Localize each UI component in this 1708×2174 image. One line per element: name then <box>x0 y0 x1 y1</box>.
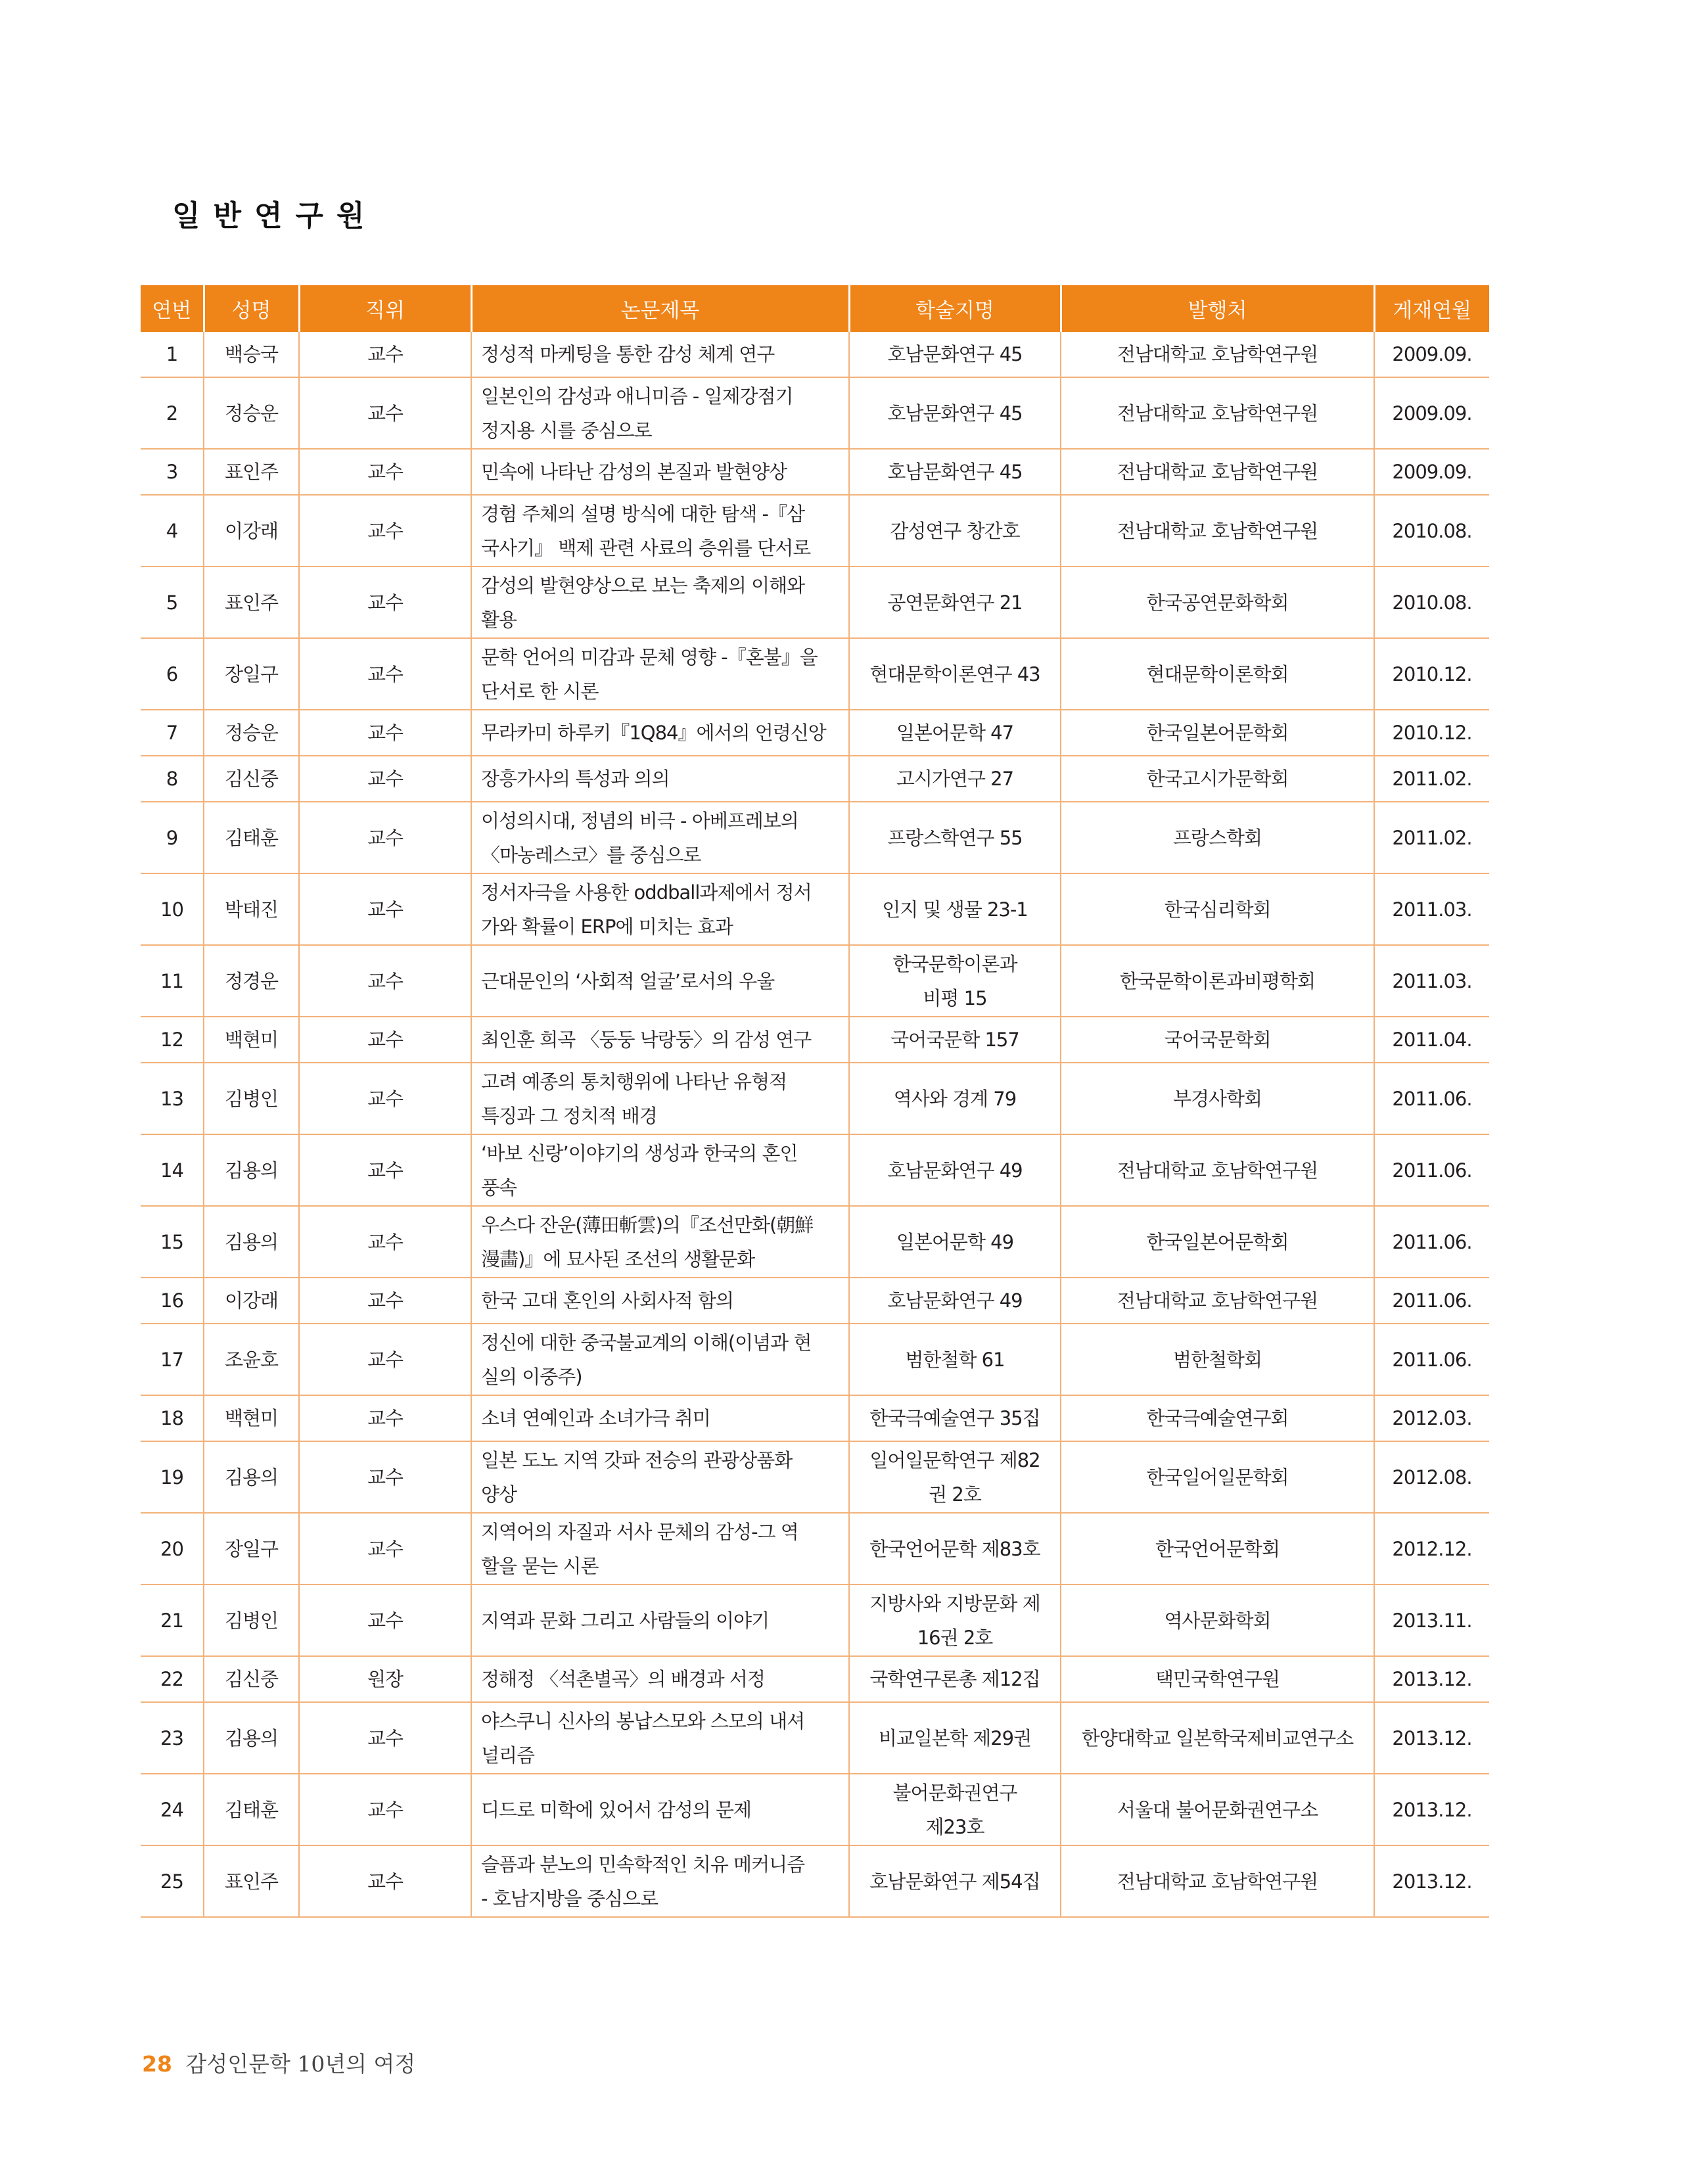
book-title: 감성인문학 10년의 여정 <box>185 2051 416 2077</box>
table-row <box>141 1774 1489 1845</box>
cell-name: 김용의 <box>204 1134 299 1206</box>
cell-publisher: 현대문학이론학회 <box>1061 638 1374 710</box>
cell-date: 2010.08. <box>1374 495 1489 567</box>
cell-journal <box>849 638 1061 710</box>
cell-title-line: 풍속 <box>481 1176 517 1199</box>
cell-journal-line: 비평 15 <box>923 986 987 1009</box>
cell-no: 9 <box>141 802 204 873</box>
cell-journal <box>849 710 1061 756</box>
cell-journal-line: 호남문화연구 49 <box>887 1159 1023 1182</box>
cell-publisher: 한국고시가문학회 <box>1061 756 1374 802</box>
cell-title-line: 활용 <box>481 608 517 631</box>
cell-publisher: 한국공연문화학회 <box>1061 567 1374 638</box>
cell-date: 2013.12. <box>1374 1774 1489 1845</box>
table-row <box>141 1441 1489 1513</box>
cell-date: 2009.09. <box>1374 449 1489 495</box>
cell-name: 정승운 <box>204 710 299 756</box>
cell-journal <box>849 1395 1061 1441</box>
cell-journal <box>849 377 1061 449</box>
cell-name: 이강래 <box>204 495 299 567</box>
cell-date: 2011.06. <box>1374 1063 1489 1134</box>
cell-publisher: 전남대학교 호남학연구원 <box>1061 495 1374 567</box>
cell-position: 교수 <box>299 710 471 756</box>
cell-date: 2013.12. <box>1374 1845 1489 1917</box>
cell-journal-line: 국어국문학 157 <box>890 1029 1019 1051</box>
cell-publisher: 전남대학교 호남학연구원 <box>1061 377 1374 449</box>
table-body <box>141 332 1489 1917</box>
cell-journal <box>849 873 1061 945</box>
cell-publisher: 국어국문학회 <box>1061 1017 1374 1063</box>
cell-date: 2011.06. <box>1374 1278 1489 1324</box>
cell-journal-line: 일본어문학 49 <box>896 1230 1014 1253</box>
cell-title-line: 정해정 〈석촌별곡〉의 배경과 서정 <box>481 1668 765 1690</box>
cell-title-line: 가와 확률이 ERP에 미치는 효과 <box>481 915 733 938</box>
cell-journal-line: 16권 2호 <box>917 1626 993 1649</box>
cell-position: 교수 <box>299 945 471 1017</box>
cell-journal-line: 한국문학이론과 <box>892 952 1017 975</box>
cell-journal <box>849 1702 1061 1774</box>
cell-date: 2009.09. <box>1374 332 1489 377</box>
cell-date: 2013.11. <box>1374 1584 1489 1656</box>
cell-publisher: 범한철학회 <box>1061 1324 1374 1395</box>
header-date: 게재연월 <box>1374 285 1489 332</box>
table-row <box>141 756 1489 802</box>
cell-journal-line: 불어문화권연구 <box>892 1781 1017 1804</box>
cell-publisher: 한국극예술연구회 <box>1061 1395 1374 1441</box>
cell-date: 2011.06. <box>1374 1206 1489 1278</box>
table-row <box>141 449 1489 495</box>
table-row <box>141 638 1489 710</box>
cell-no: 21 <box>141 1584 204 1656</box>
cell-publisher: 한국심리학회 <box>1061 873 1374 945</box>
cell-date: 2011.06. <box>1374 1324 1489 1395</box>
cell-title <box>471 1702 849 1774</box>
cell-date: 2012.03. <box>1374 1395 1489 1441</box>
cell-title-line: 〈마농레스코〉를 중심으로 <box>481 843 701 866</box>
cell-date: 2013.12. <box>1374 1702 1489 1774</box>
cell-journal-line: 역사와 경계 79 <box>893 1087 1017 1110</box>
cell-no: 10 <box>141 873 204 945</box>
cell-no: 22 <box>141 1656 204 1702</box>
cell-title <box>471 1206 849 1278</box>
cell-title-line: 정신에 대한 중국불교계의 이해(이념과 현 <box>481 1331 812 1354</box>
cell-title <box>471 1134 849 1206</box>
cell-publisher: 전남대학교 호남학연구원 <box>1061 1278 1374 1324</box>
cell-title <box>471 449 849 495</box>
cell-journal-line: 현대문학이론연구 43 <box>869 662 1040 685</box>
cell-journal-line: 공연문화연구 21 <box>887 591 1023 614</box>
cell-name: 장일구 <box>204 638 299 710</box>
cell-journal-line: 국학연구론총 제12집 <box>869 1668 1040 1690</box>
cell-position: 교수 <box>299 1134 471 1206</box>
cell-journal-line: 제23호 <box>925 1815 984 1838</box>
cell-publisher: 한국일어일문학회 <box>1061 1441 1374 1513</box>
cell-publisher: 전남대학교 호남학연구원 <box>1061 1845 1374 1917</box>
cell-title-line: 소녀 연예인과 소녀가극 취미 <box>481 1407 710 1429</box>
cell-publisher: 택민국학연구원 <box>1061 1656 1374 1702</box>
cell-publisher: 한국문학이론과비평학회 <box>1061 945 1374 1017</box>
cell-publisher: 한국일본어문학회 <box>1061 1206 1374 1278</box>
cell-no: 23 <box>141 1702 204 1774</box>
cell-position: 교수 <box>299 756 471 802</box>
cell-name: 이강래 <box>204 1278 299 1324</box>
cell-journal-line: 범한철학 61 <box>905 1348 1005 1371</box>
cell-journal-line: 고시가연구 27 <box>896 768 1014 790</box>
cell-title-line: 우스다 잔운(薄田斬雲)의『조선만화(朝鮮 <box>481 1213 814 1236</box>
cell-title-line: 양상 <box>481 1483 517 1506</box>
cell-no: 3 <box>141 449 204 495</box>
cell-title-line: 국사기』 백제 관련 사료의 층위를 단서로 <box>481 536 811 559</box>
cell-publisher: 부경사학회 <box>1061 1063 1374 1134</box>
cell-position: 교수 <box>299 1017 471 1063</box>
cell-publisher: 역사문화학회 <box>1061 1584 1374 1656</box>
table-row <box>141 1206 1489 1278</box>
cell-title <box>471 1656 849 1702</box>
cell-publisher: 한양대학교 일본학국제비교연구소 <box>1061 1702 1374 1774</box>
table-row <box>141 802 1489 873</box>
cell-journal-line: 비교일본학 제29권 <box>878 1726 1032 1749</box>
cell-publisher: 전남대학교 호남학연구원 <box>1061 1134 1374 1206</box>
cell-no: 12 <box>141 1017 204 1063</box>
table-row <box>141 1845 1489 1917</box>
cell-title-line: 야스쿠니 신사의 봉납스모와 스모의 내셔 <box>481 1709 805 1732</box>
cell-journal-line: 프랑스학연구 55 <box>887 826 1023 849</box>
header-journal: 학술지명 <box>849 285 1061 332</box>
cell-name: 표인주 <box>204 1845 299 1917</box>
cell-title-line: 이성의시대, 정념의 비극 - 아베프레보의 <box>481 809 798 832</box>
cell-no: 13 <box>141 1063 204 1134</box>
cell-publisher: 프랑스학회 <box>1061 802 1374 873</box>
cell-name: 김신중 <box>204 756 299 802</box>
cell-journal <box>849 332 1061 377</box>
table-row <box>141 1063 1489 1134</box>
cell-date: 2011.04. <box>1374 1017 1489 1063</box>
cell-no: 24 <box>141 1774 204 1845</box>
cell-title <box>471 710 849 756</box>
cell-position: 교수 <box>299 638 471 710</box>
table-row <box>141 1702 1489 1774</box>
cell-title <box>471 495 849 567</box>
cell-journal <box>849 1278 1061 1324</box>
cell-title <box>471 1845 849 1917</box>
cell-journal-line: 일본어문학 47 <box>896 722 1014 744</box>
cell-title <box>471 1395 849 1441</box>
cell-publisher: 전남대학교 호남학연구원 <box>1061 449 1374 495</box>
cell-position: 교수 <box>299 495 471 567</box>
cell-journal <box>849 1206 1061 1278</box>
cell-journal-line: 호남문화연구 45 <box>887 343 1023 365</box>
cell-date: 2011.03. <box>1374 945 1489 1017</box>
cell-position: 교수 <box>299 802 471 873</box>
table-row <box>141 945 1489 1017</box>
cell-date: 2012.12. <box>1374 1513 1489 1584</box>
cell-position: 교수 <box>299 1513 471 1584</box>
table-row <box>141 332 1489 377</box>
cell-title <box>471 1513 849 1584</box>
cell-title-line: 실의 이중주) <box>481 1365 582 1388</box>
cell-title-line: 널리즘 <box>481 1744 535 1767</box>
cell-journal <box>849 1441 1061 1513</box>
cell-title-line: 근대문인의 ‘사회적 얼굴’로서의 우울 <box>481 969 775 992</box>
cell-date: 2010.08. <box>1374 567 1489 638</box>
table-row <box>141 1324 1489 1395</box>
cell-title <box>471 873 849 945</box>
cell-name: 김신중 <box>204 1656 299 1702</box>
cell-name: 정경운 <box>204 945 299 1017</box>
cell-journal <box>849 756 1061 802</box>
cell-no: 2 <box>141 377 204 449</box>
cell-name: 조윤호 <box>204 1324 299 1395</box>
cell-no: 14 <box>141 1134 204 1206</box>
cell-position: 교수 <box>299 332 471 377</box>
cell-journal <box>849 1584 1061 1656</box>
cell-title-line: ‘바보 신랑’이야기의 생성과 한국의 혼인 <box>481 1142 798 1165</box>
cell-position: 교수 <box>299 1278 471 1324</box>
table-row <box>141 1656 1489 1702</box>
cell-date: 2012.08. <box>1374 1441 1489 1513</box>
cell-position: 교수 <box>299 377 471 449</box>
cell-journal-line: 한국극예술연구 35집 <box>869 1407 1040 1429</box>
page-number: 28 <box>142 2051 172 2077</box>
cell-no: 15 <box>141 1206 204 1278</box>
cell-journal-line: 감성연구 창간호 <box>890 519 1020 542</box>
cell-title-line: 지역과 문화 그리고 사람들의 이야기 <box>481 1609 770 1632</box>
cell-date: 2013.12. <box>1374 1656 1489 1702</box>
cell-position: 교수 <box>299 1584 471 1656</box>
cell-journal <box>849 1324 1061 1395</box>
cell-position: 교수 <box>299 1774 471 1845</box>
cell-journal-line: 한국언어문학 제83호 <box>869 1537 1040 1560</box>
header-position: 직위 <box>299 285 471 332</box>
cell-title-line: 정성적 마케팅을 통한 감성 체계 연구 <box>481 343 775 365</box>
cell-title <box>471 1441 849 1513</box>
cell-title <box>471 638 849 710</box>
cell-journal <box>849 449 1061 495</box>
cell-no: 18 <box>141 1395 204 1441</box>
cell-title <box>471 756 849 802</box>
cell-title-line: - 호남지방을 중심으로 <box>481 1887 658 1910</box>
cell-name: 정승운 <box>204 377 299 449</box>
page-footer <box>142 2047 415 2078</box>
cell-title-line: 무라카미 하루키『1Q84』에서의 언령신앙 <box>481 722 826 744</box>
cell-title <box>471 1278 849 1324</box>
cell-name: 김용의 <box>204 1441 299 1513</box>
cell-name: 백현미 <box>204 1395 299 1441</box>
table-row <box>141 873 1489 945</box>
cell-date: 2011.06. <box>1374 1134 1489 1206</box>
header-name: 성명 <box>204 285 299 332</box>
cell-date: 2010.12. <box>1374 710 1489 756</box>
cell-title <box>471 1063 849 1134</box>
cell-journal-line: 호남문화연구 49 <box>887 1289 1023 1312</box>
table-row <box>141 495 1489 567</box>
cell-no: 17 <box>141 1324 204 1395</box>
cell-journal-line: 호남문화연구 45 <box>887 402 1023 425</box>
cell-name: 장일구 <box>204 1513 299 1584</box>
table-row <box>141 1584 1489 1656</box>
cell-title <box>471 1584 849 1656</box>
cell-name: 김태훈 <box>204 802 299 873</box>
cell-publisher: 서울대 불어문화권연구소 <box>1061 1774 1374 1845</box>
cell-no: 20 <box>141 1513 204 1584</box>
cell-name: 김용의 <box>204 1206 299 1278</box>
cell-no: 8 <box>141 756 204 802</box>
cell-title <box>471 945 849 1017</box>
cell-title-line: 漫畵)』에 묘사된 조선의 생활문화 <box>481 1247 755 1270</box>
cell-no: 1 <box>141 332 204 377</box>
cell-no: 19 <box>141 1441 204 1513</box>
cell-journal <box>849 802 1061 873</box>
cell-title-line: 일본 도노 지역 갓파 전승의 관광상품화 <box>481 1448 793 1471</box>
cell-position: 교수 <box>299 1063 471 1134</box>
cell-journal <box>849 1134 1061 1206</box>
cell-name: 김병인 <box>204 1063 299 1134</box>
cell-journal-line: 권 2호 <box>929 1483 981 1506</box>
cell-journal <box>849 945 1061 1017</box>
cell-title-line: 단서로 한 시론 <box>481 680 599 703</box>
cell-title-line: 장흥가사의 특성과 의의 <box>481 768 670 790</box>
cell-position: 교수 <box>299 1206 471 1278</box>
table-row <box>141 1395 1489 1441</box>
cell-position: 교수 <box>299 1441 471 1513</box>
cell-position: 원장 <box>299 1656 471 1702</box>
cell-journal <box>849 1063 1061 1134</box>
cell-no: 6 <box>141 638 204 710</box>
cell-publisher: 한국일본어문학회 <box>1061 710 1374 756</box>
cell-journal <box>849 1017 1061 1063</box>
cell-title-line: 할을 묻는 시론 <box>481 1554 599 1577</box>
table-header-row <box>141 285 1489 332</box>
cell-no: 11 <box>141 945 204 1017</box>
cell-position: 교수 <box>299 1702 471 1774</box>
section-title: 일반연구원 <box>172 199 378 233</box>
cell-position: 교수 <box>299 873 471 945</box>
cell-position: 교수 <box>299 567 471 638</box>
cell-name: 백승국 <box>204 332 299 377</box>
cell-name: 백현미 <box>204 1017 299 1063</box>
cell-title-line: 특징과 그 정치적 배경 <box>481 1104 657 1127</box>
cell-title-line: 문학 언어의 미감과 문체 영향 -『혼불』을 <box>481 645 818 668</box>
cell-no: 16 <box>141 1278 204 1324</box>
cell-position: 교수 <box>299 1324 471 1395</box>
table-row <box>141 1017 1489 1063</box>
cell-name: 김용의 <box>204 1702 299 1774</box>
cell-date: 2011.03. <box>1374 873 1489 945</box>
cell-journal <box>849 567 1061 638</box>
cell-position: 교수 <box>299 1845 471 1917</box>
table-row <box>141 710 1489 756</box>
cell-title-line: 경험 주체의 설명 방식에 대한 탐색 -『삼 <box>481 502 804 525</box>
cell-date: 2011.02. <box>1374 756 1489 802</box>
cell-title-line: 지역어의 자질과 서사 문체의 감성-그 역 <box>481 1520 798 1543</box>
cell-no: 25 <box>141 1845 204 1917</box>
cell-title-line: 감성의 발현양상으로 보는 축제의 이해와 <box>481 574 805 597</box>
cell-date: 2009.09. <box>1374 377 1489 449</box>
cell-title-line: 디드로 미학에 있어서 감성의 문제 <box>481 1798 752 1821</box>
table-row <box>141 1278 1489 1324</box>
cell-journal <box>849 1845 1061 1917</box>
cell-no: 4 <box>141 495 204 567</box>
cell-journal-line: 지방사와 지방문화 제 <box>869 1592 1040 1615</box>
header-title: 논문제목 <box>471 285 849 332</box>
cell-name: 김병인 <box>204 1584 299 1656</box>
table-row <box>141 567 1489 638</box>
cell-no: 7 <box>141 710 204 756</box>
publication-table <box>141 285 1489 1918</box>
cell-journal <box>849 495 1061 567</box>
cell-position: 교수 <box>299 1395 471 1441</box>
cell-title <box>471 332 849 377</box>
cell-name: 표인주 <box>204 449 299 495</box>
cell-date: 2010.12. <box>1374 638 1489 710</box>
cell-title <box>471 802 849 873</box>
cell-title-line: 정서자극을 사용한 oddball과제에서 정서 <box>481 881 812 904</box>
cell-title <box>471 567 849 638</box>
cell-name: 표인주 <box>204 567 299 638</box>
cell-journal-line: 인지 및 생물 23-1 <box>882 898 1028 921</box>
cell-title-line: 한국 고대 혼인의 사회사적 함의 <box>481 1289 734 1312</box>
cell-title-line: 민속에 나타난 감성의 본질과 발현양상 <box>481 461 787 483</box>
cell-name: 박태진 <box>204 873 299 945</box>
cell-title <box>471 1017 849 1063</box>
cell-journal-line: 호남문화연구 45 <box>887 461 1023 483</box>
cell-title-line: 정지용 시를 중심으로 <box>481 419 652 442</box>
table-row <box>141 1513 1489 1584</box>
cell-title <box>471 377 849 449</box>
cell-title <box>471 1774 849 1845</box>
cell-title <box>471 1324 849 1395</box>
cell-title-line: 고려 예종의 통치행위에 나타난 유형적 <box>481 1070 787 1093</box>
cell-no: 5 <box>141 567 204 638</box>
cell-journal <box>849 1774 1061 1845</box>
cell-journal <box>849 1656 1061 1702</box>
cell-title-line: 최인훈 희곡 〈둥둥 낙랑둥〉의 감성 연구 <box>481 1029 812 1051</box>
cell-journal-line: 일어일문학연구 제82 <box>869 1448 1040 1471</box>
table-row <box>141 377 1489 449</box>
cell-journal-line: 호남문화연구 제54집 <box>869 1870 1040 1893</box>
cell-date: 2011.02. <box>1374 802 1489 873</box>
cell-title-line: 일본인의 감성과 애니미즘 - 일제강점기 <box>481 384 793 407</box>
cell-position: 교수 <box>299 449 471 495</box>
cell-name: 김태훈 <box>204 1774 299 1845</box>
cell-title-line: 슬픔과 분노의 민속학적인 치유 메커니즘 <box>481 1853 805 1876</box>
cell-publisher: 한국언어문학회 <box>1061 1513 1374 1584</box>
table-row <box>141 1134 1489 1206</box>
cell-publisher: 전남대학교 호남학연구원 <box>1061 332 1374 377</box>
cell-journal <box>849 1513 1061 1584</box>
header-no: 연번 <box>141 285 204 332</box>
header-publisher: 발행처 <box>1061 285 1374 332</box>
